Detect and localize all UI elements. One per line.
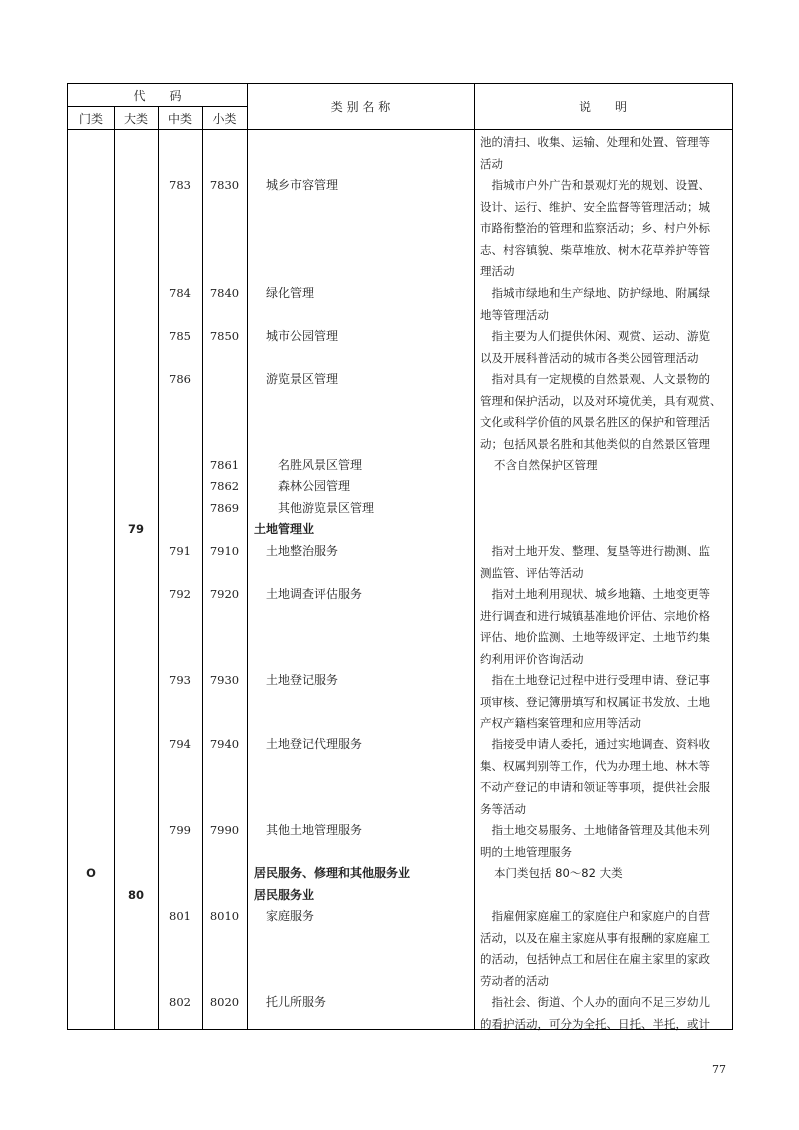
category-name: 土地管理业 [254,522,315,536]
category-name: 绿化管理 [266,286,315,300]
table-row-desc [480,326,728,369]
zhong-code: 784 [169,286,191,300]
desc-line: 的看护活动，可分为全托、日托、半托，或计 [480,1016,710,1031]
page-number: 77 [712,1063,726,1076]
desc-line: 评估、地价监测、土地等级评定、土地节约集 [480,630,710,644]
zhong-code: 792 [169,587,191,601]
desc-line: 市路衔整治的管理和监察活动；乡、村户外标 [480,221,710,235]
zhong-code: 794 [169,737,191,751]
table-row-desc [480,584,728,670]
category-name: 居民服务、修理和其他服务业 [254,866,411,880]
header-code-group: 代 码 [133,89,182,103]
category-name: 托儿所服务 [266,995,327,1009]
xiao-code: 7990 [209,823,240,837]
header-xiao: 小类 [212,112,237,126]
desc-line: 约利用评价咨询活动 [480,651,584,666]
table-row-desc [480,670,728,735]
zhong-code: 799 [169,823,191,837]
zhong-code: 791 [169,544,191,558]
xiao-code: 7930 [209,673,240,687]
category-name: 其他土地管理服务 [266,823,363,837]
category-name: 土地整治服务 [266,544,339,558]
category-name: 城市公园管理 [266,329,339,343]
classification-table [67,83,733,1030]
desc-line: 产权产籍档案管理和应用等活动 [480,716,641,730]
col-divider [158,106,159,1029]
desc-line: 不含自然保护区管理 [494,458,598,472]
table-row-desc [480,992,728,1035]
category-name: 家庭服务 [266,909,315,923]
desc-line: 指城市户外广告和景观灯光的规划、设置、 [480,178,710,192]
desc-line: 动；包括风景名胜和其他类似的自然景区管理 [480,436,710,451]
header-da: 大类 [123,112,148,126]
men-code: O [86,866,96,880]
desc-line: 进行调查和进行城镇基准地价评估、宗地价格 [480,608,710,623]
header-name: 类 别 名 称 [330,100,391,114]
desc-line: 项审核、登记簿册填写和权属证书发放、土地 [480,694,710,709]
table-row-desc [480,541,728,584]
category-name: 土地调查评估服务 [266,587,363,601]
zhong-code: 785 [169,329,191,343]
desc-line: 指对土地开发、整理、复垦等进行勘测、监 [480,544,710,558]
col-divider [474,84,475,1029]
desc-line: 管理和保护活动，以及对环境优美，具有观赏、 [480,393,722,408]
zhong-code: 783 [169,178,191,192]
desc-line: 明的土地管理服务 [480,844,572,859]
desc-line: 指土地交易服务、土地储备管理及其他未列 [480,823,710,837]
col-divider [247,84,248,1029]
desc-line: 指接受申请人委托，通过实地调查、资料收 [480,737,710,751]
header-bottom-line [68,129,732,130]
category-name: 名胜风景区管理 [278,458,363,472]
category-name: 城乡市容管理 [266,178,339,192]
xiao-code: 7862 [209,479,240,493]
xiao-code: 7869 [209,501,240,515]
zhong-code: 786 [169,372,191,386]
desc-line: 设计、运行、维护、安全监督等管理活动；城 [480,199,710,214]
category-name: 游览景区管理 [266,372,339,386]
desc-line: 指对具有一定规模的自然景观、人文景物的 [480,372,710,386]
desc-line: 测监管、评估等活动 [480,565,584,580]
desc-line: 活动 [480,156,503,171]
desc-line: 活动，以及在雇主家庭从事有报酬的家庭雇工 [480,930,710,945]
xiao-code: 8020 [209,995,240,1009]
xiao-code: 8010 [209,909,240,923]
zhong-code: 801 [169,909,191,923]
category-name: 土地登记代理服务 [266,737,363,751]
header-desc: 说 明 [578,100,627,114]
desc-line: 志、村容镇貌、柴草堆放、树木花草养护等管 [480,242,710,257]
desc-line: 务等活动 [480,801,526,816]
desc-line: 指社会、街道、个人办的面向不足三岁幼儿 [480,995,710,1009]
table-row-desc [480,820,728,863]
xiao-code: 7850 [209,329,240,343]
header-subdivider [68,106,247,107]
desc-line: 文化或科学价值的风景名胜区的保护和管理活 [480,415,710,429]
desc-line: 指在土地登记过程中进行受理申请、登记事 [480,673,710,687]
desc-line: 不动产登记的申请和领证等事项，提供社会服 [480,780,710,794]
header-zhong: 中类 [167,112,192,126]
table-row-desc [494,863,742,885]
table-row-desc [480,369,728,455]
desc-line: 的活动，包括钟点工和居住在雇主家里的家政 [480,952,710,966]
xiao-code: 7920 [209,587,240,601]
table-row-desc [480,283,728,326]
da-code: 80 [127,888,144,902]
da-code: 79 [127,522,144,536]
col-divider [202,106,203,1029]
desc-line: 本门类包括 80～82 大类 [494,866,623,880]
category-name: 其他游览景区管理 [278,501,375,515]
zhong-code: 802 [169,995,191,1009]
xiao-code: 7840 [209,286,240,300]
category-name: 森林公园管理 [278,479,351,493]
desc-line: 池的清扫、收集、运输、处理和处置、管理等 [480,135,710,149]
xiao-code: 7910 [209,544,240,558]
xiao-code: 7861 [209,458,240,472]
table-row-desc [480,734,728,820]
category-name: 土地登记服务 [266,673,339,687]
desc-line: 指雇佣家庭雇工的家庭住户和家庭户的自营 [480,909,710,923]
desc-line: 地等管理活动 [480,307,549,322]
xiao-code: 7830 [209,178,240,192]
xiao-code: 7940 [209,737,240,751]
desc-line: 集、权属判别等工作，代为办理土地、林木等 [480,758,710,773]
desc-line: 劳动者的活动 [480,973,549,988]
table-row-desc [480,175,728,283]
table-row-desc [480,906,728,992]
header-men: 门类 [78,112,103,126]
table-row-desc [494,455,742,477]
desc-line: 指城市绿地和生产绿地、防护绿地、附属绿 [480,286,710,300]
category-name: 居民服务业 [254,888,315,902]
desc-line: 以及开展科普活动的城市各类公园管理活动 [480,350,699,365]
desc-line: 指对土地利用现状、城乡地籍、土地变更等 [480,587,710,601]
table-row-desc [480,132,728,175]
zhong-code: 793 [169,673,191,687]
desc-line: 理活动 [480,264,515,278]
desc-line: 指主要为人们提供休闲、观赏、运动、游览 [480,329,710,343]
